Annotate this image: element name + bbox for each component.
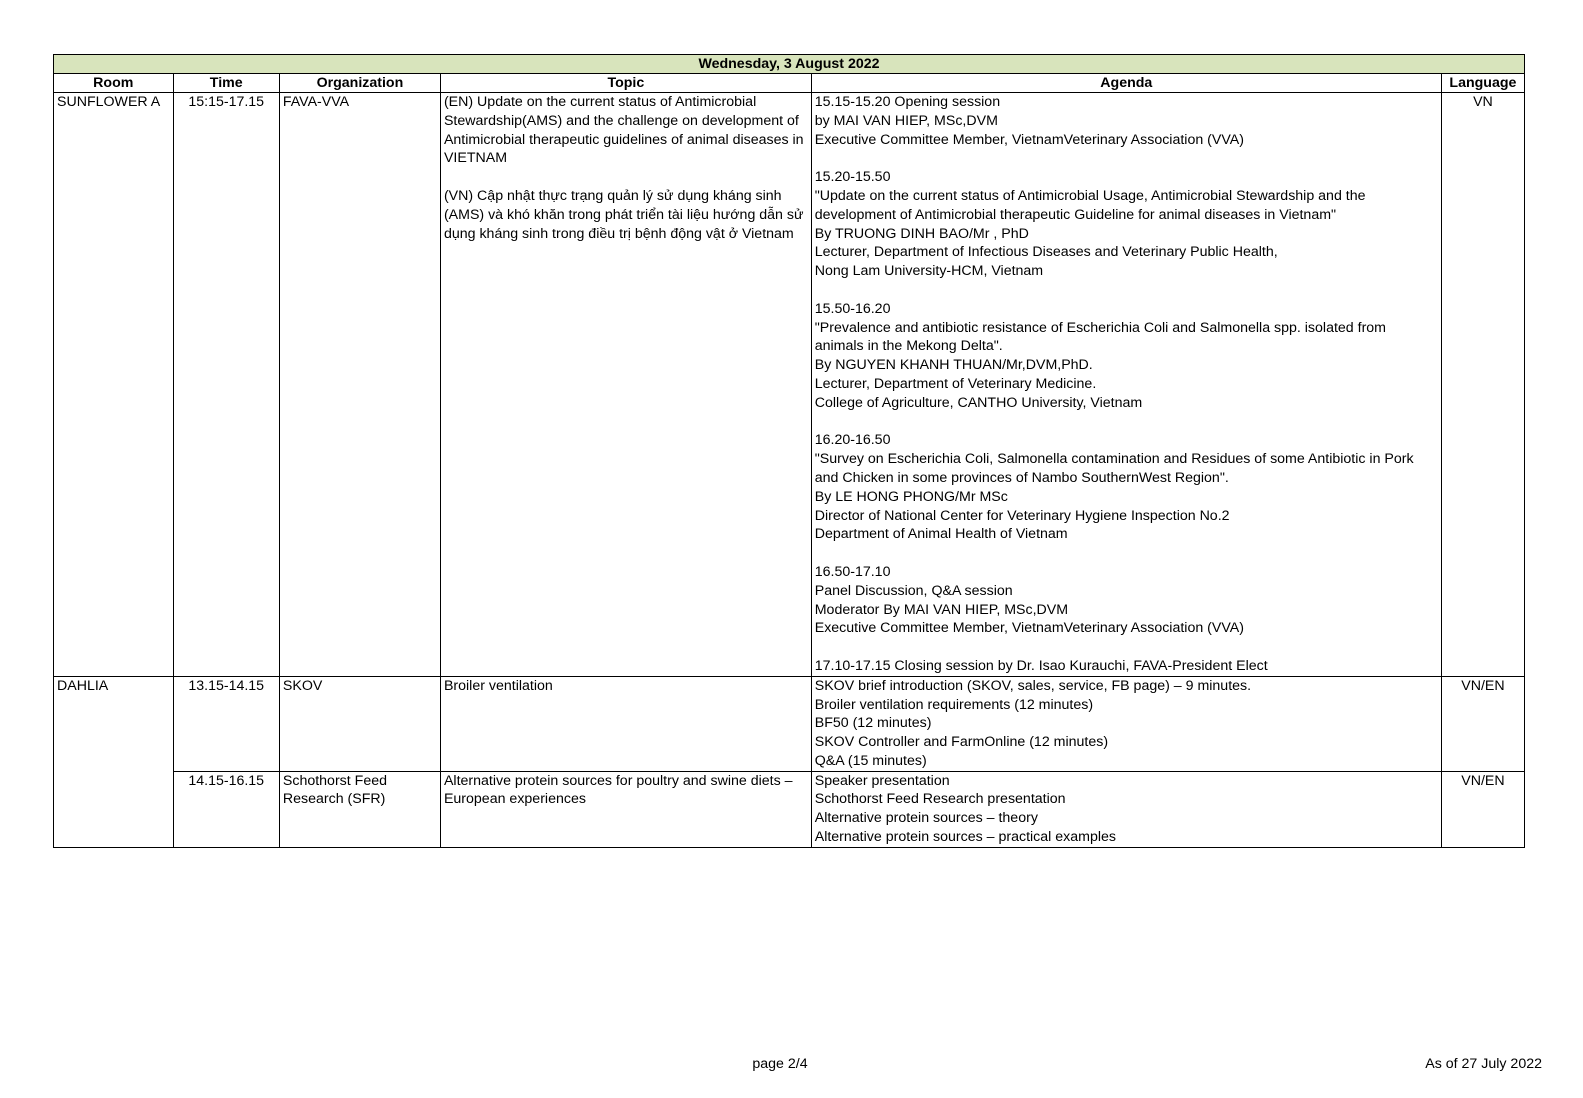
organization-cell: Schothorst Feed Research (SFR) [279,771,440,847]
column-header-room: Room [54,74,174,93]
agenda-cell: 15.15-15.20 Opening session by MAI VAN HIEP, MSc,DVM Executive Committee Member, VietnamVeterinary Association (VVA) 15.20-15.50 "Update on the current status of Antimicrobial Usage, Antimicrobial Stewardship and the development of Antimicrobial therapeutic Guideline for animal diseases in Vietnam" By TRUONG DINH BAO/Mr , PhD Lecturer, Department of Infectious Diseases and Veterinary Public Health, Nong Lam University-HCM, Vietnam 15.50-16.20 "Prevalence and antibiotic resistance of Escherichia Coli and Salmonella spp. isolated from animals in the Mekong Delta". By NGUYEN KHANH THUAN/Mr,DVM,PhD. Lecturer, Department of Veterinary Medicine. College of Agriculture, CANTHO University, Vietnam 16.20-16.50 "Survey on Escherichia Coli, Salmonella contamination and Residues of some Antibiotic in Pork and Chicken in some provinces of Nambo SouthernWest Region". By LE HONG PHONG/Mr MSc Director of National Center for Veterinary Hygiene Inspection No.2 Department of Animal Health of Vietnam 16.50-17.10 Panel Discussion, Q&A session Moderator By MAI VAN HIEP, MSc,DVM Executive Committee Member, VietnamVeterinary Association (VVA) 17.10-17.15 Closing session by Dr. Isao Kurauchi, FAVA-President Elect [811,93,1441,677]
agenda-table [53,54,1525,848]
organization-cell: FAVA-VVA [279,93,440,677]
agenda-cell: Speaker presentation Schothorst Feed Research presentation Alternative protein sources – theory Alternative protein sources – practical examples [811,771,1441,847]
date-header: Wednesday, 3 August 2022 [54,55,1525,74]
topic-cell: Alternative protein sources for poultry and swine diets – European experiences [440,771,811,847]
topic-cell: (EN) Update on the current status of Antimicrobial Stewardship(AMS) and the challenge on development of Antimicrobial therapeutic guidelines of animal diseases in VIETNAM (VN) Cập nhật thực trạng quản lý sử dụng kháng sinh (AMS) và khó khăn trong phát triển tài liệu hướng dẫn sử dụng kháng sinh trong điều trị bệnh động vật ở Vietnam [440,93,811,677]
language-cell: VN/EN [1441,771,1524,847]
table-row [54,93,1525,677]
table-row [54,676,1525,771]
column-header-language: Language [1441,74,1524,93]
date-header-row [54,55,1525,74]
column-header-time: Time [173,74,279,93]
language-cell: VN [1441,93,1524,677]
table-row [54,771,1525,847]
column-header-row [54,74,1525,93]
topic-cell: Broiler ventilation [440,676,811,771]
room-cell: DAHLIA [54,676,174,847]
column-header-agenda: Agenda [811,74,1441,93]
page-number: page 2/4 [752,1056,808,1072]
column-header-organization: Organization [279,74,440,93]
time-cell: 14.15-16.15 [173,771,279,847]
time-cell: 13.15-14.15 [173,676,279,771]
time-cell: 15:15-17.15 [173,93,279,677]
organization-cell: SKOV [279,676,440,771]
language-cell: VN/EN [1441,676,1524,771]
column-header-topic: Topic [440,74,811,93]
as-of-date: As of 27 July 2022 [1425,1056,1542,1072]
agenda-cell: SKOV brief introduction (SKOV, sales, service, FB page) – 9 minutes. Broiler ventilation requirements (12 minutes) BF50 (12 minutes) SKOV Controller and FarmOnline (12 minutes) Q&A (15 minutes) [811,676,1441,771]
room-cell: SUNFLOWER A [54,93,174,677]
